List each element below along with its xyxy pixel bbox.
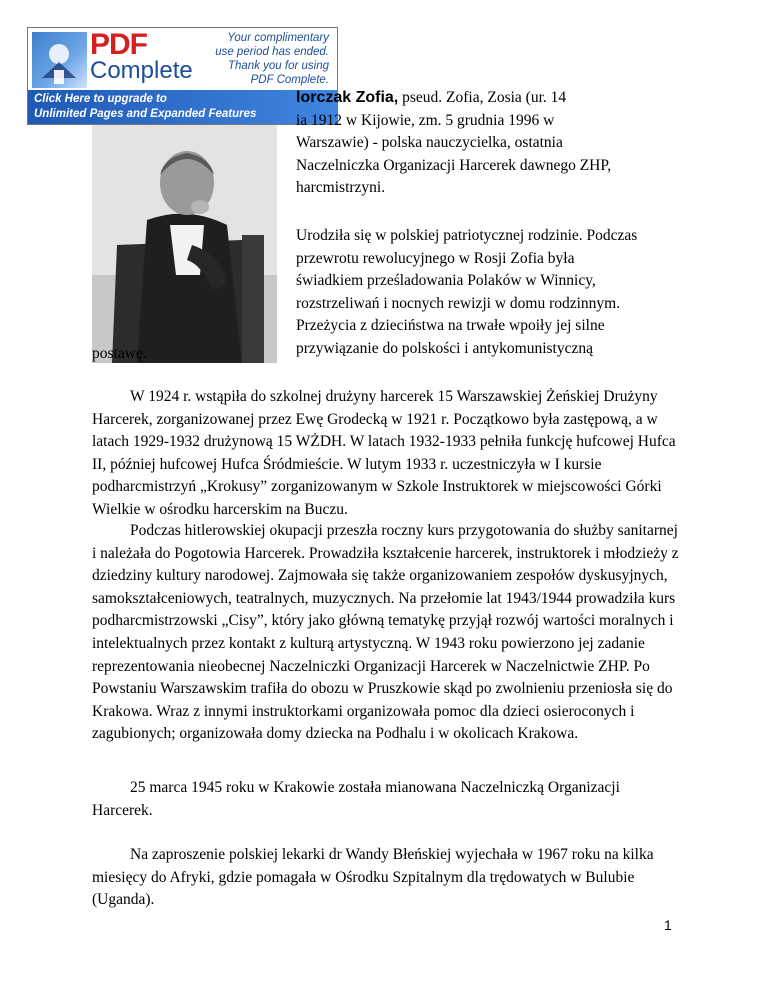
bio-line: Przeżycia z dzieciństwa na trwałe wpoiły jej silne xyxy=(296,317,605,335)
bio-line: Urodziła się w polskiej patriotycznej rodzinie. Podczas xyxy=(296,227,638,244)
paragraph-occupation: Podczas hitlerowskiej okupacji przeszła roczny kurs przygotowania do służby sanitarnej i należała do Pogotowia Harcerek. Prowadziła kształcenie harcerek, instruktorek i młodzieży z dziedziny kultury narodowej. Zajmowała się także organizowaniem zespołów dyskusyjnych, samokształceniowych, teatralnych, muzycznych. Na przełomie lat 1943/1944 prowadziła kurs podharcmistrzowski „Cisy”, który jako główną tematykę przyjął rozwój wartości moralnych i intelektualnych przez kontakt z kulturą artystyczną. W 1943 roku powierzono jej zadanie reprezentowania nieobecnej Naczelniczki Organizacji Harcerek w Naczelnictwie ZHP. Po Powstaniu Warszawskim trafiła do obozu w Pruszkowie skąd po zwolnieniu przeniosła się do Krakowa. Wraz z innymi instruktorkami organizowała pomoc dla dzieci osieroconych i zagubionych; organizowała domy dziecka na Podhalu i w okolicach Krakowa. xyxy=(92,522,679,743)
upgrade-link-line[interactable]: Click Here to upgrade to xyxy=(34,93,167,105)
expired-message xyxy=(194,31,329,87)
expired-message-line: use period has ended. xyxy=(215,46,329,58)
bio-line-end: postawę. xyxy=(92,345,147,362)
bio-header xyxy=(296,87,676,200)
banner-top xyxy=(28,28,337,90)
upgrade-link-line[interactable]: Unlimited Pages and Expanded Features xyxy=(34,108,257,120)
person-name: lorczak Zofia, xyxy=(296,89,399,106)
upgrade-banner[interactable] xyxy=(27,27,338,125)
bio-paragraph-childhood xyxy=(296,225,686,361)
bio-header-line: ia 1912 w Kijowie, zm. 5 grudnia 1996 w xyxy=(296,111,555,129)
portrait-photo xyxy=(92,125,277,363)
bio-header-line: Warszawie) - polska nauczycielka, ostatnia xyxy=(296,134,563,152)
expired-message-line: Your complimentary xyxy=(227,32,329,44)
expired-message-line: PDF Complete. xyxy=(250,74,329,86)
pdf-complete-logo-icon xyxy=(32,32,87,88)
bio-header-line-rest: pseud. Zofia, Zosia (ur. 14 xyxy=(398,89,567,106)
bio-line: świadkiem prześladowania Polaków w Winnicy, xyxy=(296,272,596,290)
page-number: 1 xyxy=(664,917,672,933)
paragraph-appointment: 25 marca 1945 roku w Krakowie została mianowana Naczelniczką Organizacji Harcerek. xyxy=(92,779,620,819)
bio-header-line: harcmistrzyni. xyxy=(296,179,386,197)
logo-complete-text: Complete xyxy=(90,57,193,84)
bio-line: rozstrzeliwań i nocnych rewizji w domu rodzinnym. xyxy=(296,294,621,312)
bio-header-line xyxy=(296,87,676,110)
bio-line: przewrotu rewolucyjnego w Rosji Zofia była xyxy=(296,249,575,267)
paragraph-africa: Na zaproszenie polskiej lekarki dr Wandy Błeńskiej wyjechała w 1967 roku na kilka miesięcy do Afryki, gdzie pomagała w Ośrodku Szpitalnym dla trędowatych w Bulubie (Uganda). xyxy=(92,846,654,909)
bio-line: przywiązanie do polskości i antykomunistyczną xyxy=(296,339,594,357)
bio-header-line: Naczelniczka Organizacji Harcerek dawnego ZHP, xyxy=(296,156,612,174)
expired-message-line: Thank you for using xyxy=(227,60,329,72)
paragraph-scouting: W 1924 r. wstąpiła do szkolnej drużyny harcerek 15 Warszawskiej Żeńskiej Drużyny Harcerek, zorganizowanej przez Ewę Grodecką w 1921 r. Początkowo była zastępową, a w latach 1929-1932 drużynową 15 WŻDH. W latach 1932-1933 pełniła funkcję hufcowej Hufca II, później hufcowej Hufca Śródmieście. W lutym 1933 r. uczestniczyła w I kursie podharcmistrzyń „Krokusy” zorganizowanym w Szkole Instruktorek w miejscowości Górki Wielkie w ośrodku harcerskim na Buczu. xyxy=(92,388,676,518)
logo-pdf-text: PDF xyxy=(90,28,147,61)
upgrade-link[interactable] xyxy=(28,90,337,125)
